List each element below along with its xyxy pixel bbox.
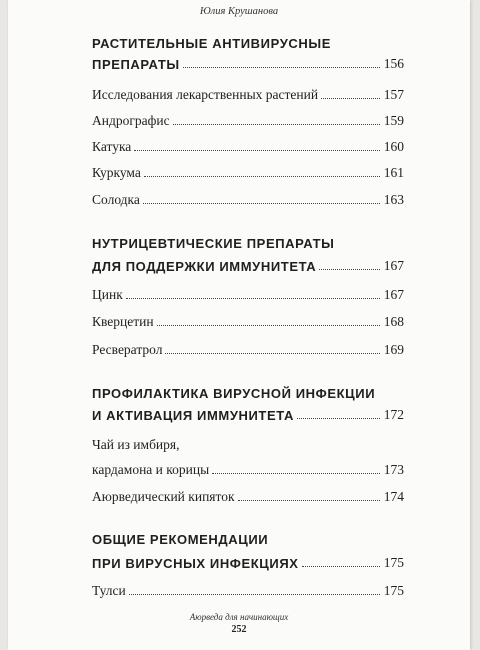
dot-leader (165, 353, 379, 354)
toc-section-title-line: ПРЕПАРАТЫ 156 (92, 56, 404, 72)
dot-leader (319, 269, 379, 270)
toc-entry: Солодка 163 (92, 192, 404, 207)
dot-leader (238, 500, 380, 501)
dot-leader (144, 176, 380, 177)
toc-entry: Куркума 161 (92, 165, 404, 180)
toc-page-number: 172 (383, 407, 404, 422)
running-footer-book-title: Аюрведа для начинающих (189, 612, 289, 622)
toc-entry: Ресвератрол 169 (92, 342, 404, 357)
dot-leader (183, 67, 380, 68)
toc-entry: кардамона и корицы 173 (92, 462, 404, 477)
toc-page-number: 157 (383, 87, 404, 102)
toc-section-title-line: НУТРИЦЕВТИЧЕСКИЕ ПРЕПАРАТЫ (92, 236, 335, 251)
toc-page-number: 175 (383, 555, 404, 570)
toc-section-title-line: РАСТИТЕЛЬНЫЕ АНТИВИРУСНЫЕ (92, 36, 331, 51)
toc-entry: Катука 160 (92, 139, 404, 154)
toc-section-title-line: ПРОФИЛАКТИКА ВИРУСНОЙ ИНФЕКЦИИ (92, 386, 376, 401)
dot-leader (129, 594, 380, 595)
toc-page-number: 159 (383, 113, 404, 128)
dot-leader (157, 325, 380, 326)
toc-page-number: 173 (383, 462, 404, 477)
dot-leader (173, 124, 380, 125)
toc-entry: Аюрведический кипяток 174 (92, 489, 404, 504)
dot-leader (321, 98, 380, 99)
toc-section-title-line: ПРИ ВИРУСНЫХ ИНФЕКЦИЯХ 175 (92, 555, 404, 571)
toc-page-number: 156 (383, 56, 404, 71)
toc-page-number: 175 (383, 583, 404, 598)
page-number: 252 (231, 624, 247, 635)
dot-leader (212, 473, 380, 474)
toc-page-number: 167 (383, 287, 404, 302)
toc-section-title-line: И АКТИВАЦИЯ ИММУНИТЕТА 172 (92, 407, 404, 423)
book-page (8, 0, 470, 650)
dot-leader (134, 150, 379, 151)
toc-entry: Исследования лекарственных растений 157 (92, 87, 404, 102)
toc-entry: Кверцетин 168 (92, 314, 404, 329)
toc-page-number: 160 (383, 139, 404, 154)
dot-leader (126, 298, 380, 299)
toc-entry: Тулси 175 (92, 583, 404, 598)
running-header-author: Юлия Крушанова (199, 6, 279, 17)
toc-entry: Андрографис 159 (92, 113, 404, 128)
toc-entry: Цинк 167 (92, 287, 404, 302)
toc-page-number: 163 (383, 192, 404, 207)
toc-page-number: 167 (383, 258, 404, 273)
toc-section-title-line: ДЛЯ ПОДДЕРЖКИ ИММУНИТЕТА 167 (92, 258, 404, 274)
toc-page-number: 174 (383, 489, 404, 504)
toc-entry-line: Чай из имбиря, (92, 437, 180, 452)
toc-page-number: 161 (383, 165, 404, 180)
dot-leader (297, 418, 380, 419)
dot-leader (302, 566, 380, 567)
dot-leader (143, 203, 380, 204)
toc-page-number: 169 (383, 342, 404, 357)
toc-section-title-line: ОБЩИЕ РЕКОМЕНДАЦИИ (92, 532, 269, 547)
toc-page-number: 168 (383, 314, 404, 329)
